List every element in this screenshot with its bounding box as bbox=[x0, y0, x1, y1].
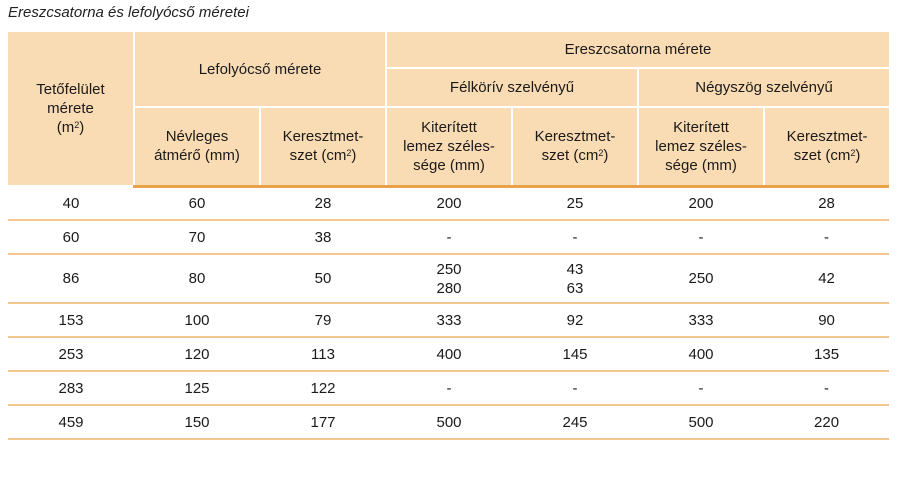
cell-roof-area: 153 bbox=[8, 303, 134, 337]
cell-diameter: 125 bbox=[134, 371, 260, 405]
cell-pipe-cross-section: 79 bbox=[260, 303, 386, 337]
table-row bbox=[8, 220, 889, 254]
cell-semi-width: 400 bbox=[386, 337, 512, 371]
cell-roof-area: 86 bbox=[8, 254, 134, 303]
cell-roof-area: 40 bbox=[8, 186, 134, 220]
cell-diameter: 150 bbox=[134, 405, 260, 439]
cell-roof-area: 253 bbox=[8, 337, 134, 371]
cell-pipe-cross-section: 113 bbox=[260, 337, 386, 371]
cell-rect-cross-section: 90 bbox=[764, 303, 889, 337]
header-roof-area: Tetőfelület mérete $(m^2)$ bbox=[8, 32, 134, 186]
cell-semi-width: 250 280 bbox=[386, 254, 512, 303]
header-rect-cross-section: Keresztmet- szet $(cm^2)$ bbox=[764, 107, 889, 186]
cell-rect-cross-section: 220 bbox=[764, 405, 889, 439]
table-row bbox=[8, 371, 889, 405]
cell-semi-cross-section: 25 bbox=[512, 186, 638, 220]
cell-pipe-cross-section: 38 bbox=[260, 220, 386, 254]
cell-diameter: 100 bbox=[134, 303, 260, 337]
cell-semi-cross-section: 43 63 bbox=[512, 254, 638, 303]
cell-semi-cross-section: - bbox=[512, 220, 638, 254]
cell-rect-width: 333 bbox=[638, 303, 764, 337]
header-semicircular: Félkörív szelvényű bbox=[386, 68, 638, 107]
cell-semi-width: 500 bbox=[386, 405, 512, 439]
table-row bbox=[8, 303, 889, 337]
cell-diameter: 120 bbox=[134, 337, 260, 371]
cell-semi-cross-section: 92 bbox=[512, 303, 638, 337]
header-rectangular: Négyszög szelvényű bbox=[638, 68, 889, 107]
cell-pipe-cross-section: 50 bbox=[260, 254, 386, 303]
cell-semi-width: 200 bbox=[386, 186, 512, 220]
cell-rect-cross-section: 28 bbox=[764, 186, 889, 220]
cell-semi-width: - bbox=[386, 220, 512, 254]
cell-diameter: 60 bbox=[134, 186, 260, 220]
cell-rect-cross-section: 42 bbox=[764, 254, 889, 303]
table-caption: Ereszcsatorna és lefolyócső méretei bbox=[8, 4, 249, 21]
cell-diameter: 80 bbox=[134, 254, 260, 303]
cell-diameter: 70 bbox=[134, 220, 260, 254]
cell-rect-width: 250 bbox=[638, 254, 764, 303]
cell-semi-width: 333 bbox=[386, 303, 512, 337]
cell-rect-width: 200 bbox=[638, 186, 764, 220]
cell-rect-width: 400 bbox=[638, 337, 764, 371]
header-semi-cross-section: Keresztmet- szet $(cm^2)$ bbox=[512, 107, 638, 186]
cell-pipe-cross-section: 177 bbox=[260, 405, 386, 439]
table-row bbox=[8, 337, 889, 371]
header-rect-developed-width: Kiterített lemez széles- sége (mm) bbox=[638, 107, 764, 186]
cell-pipe-cross-section: 122 bbox=[260, 371, 386, 405]
header-gutter-size: Ereszcsatorna mérete bbox=[386, 32, 889, 68]
cell-roof-area: 459 bbox=[8, 405, 134, 439]
cell-rect-cross-section: - bbox=[764, 220, 889, 254]
cell-semi-width: - bbox=[386, 371, 512, 405]
cell-rect-cross-section: - bbox=[764, 371, 889, 405]
cell-rect-width: - bbox=[638, 371, 764, 405]
table-row bbox=[8, 254, 889, 303]
cell-pipe-cross-section: 28 bbox=[260, 186, 386, 220]
cell-roof-area: 283 bbox=[8, 371, 134, 405]
cell-semi-cross-section: 145 bbox=[512, 337, 638, 371]
header-downpipe-size: Lefolyócső mérete bbox=[134, 32, 386, 107]
cell-rect-cross-section: 135 bbox=[764, 337, 889, 371]
cell-semi-cross-section: - bbox=[512, 371, 638, 405]
gutter-downpipe-size-table bbox=[8, 32, 889, 440]
header-pipe-cross-section: Keresztmet- szet $(cm^2)$ bbox=[260, 107, 386, 186]
cell-rect-width: 500 bbox=[638, 405, 764, 439]
table-row bbox=[8, 186, 889, 220]
header-semi-developed-width: Kiterített lemez széles- sége (mm) bbox=[386, 107, 512, 186]
cell-semi-cross-section: 245 bbox=[512, 405, 638, 439]
table-row bbox=[8, 405, 889, 439]
header-nominal-diameter: Névleges átmérő (mm) bbox=[134, 107, 260, 186]
cell-rect-width: - bbox=[638, 220, 764, 254]
cell-roof-area: 60 bbox=[8, 220, 134, 254]
